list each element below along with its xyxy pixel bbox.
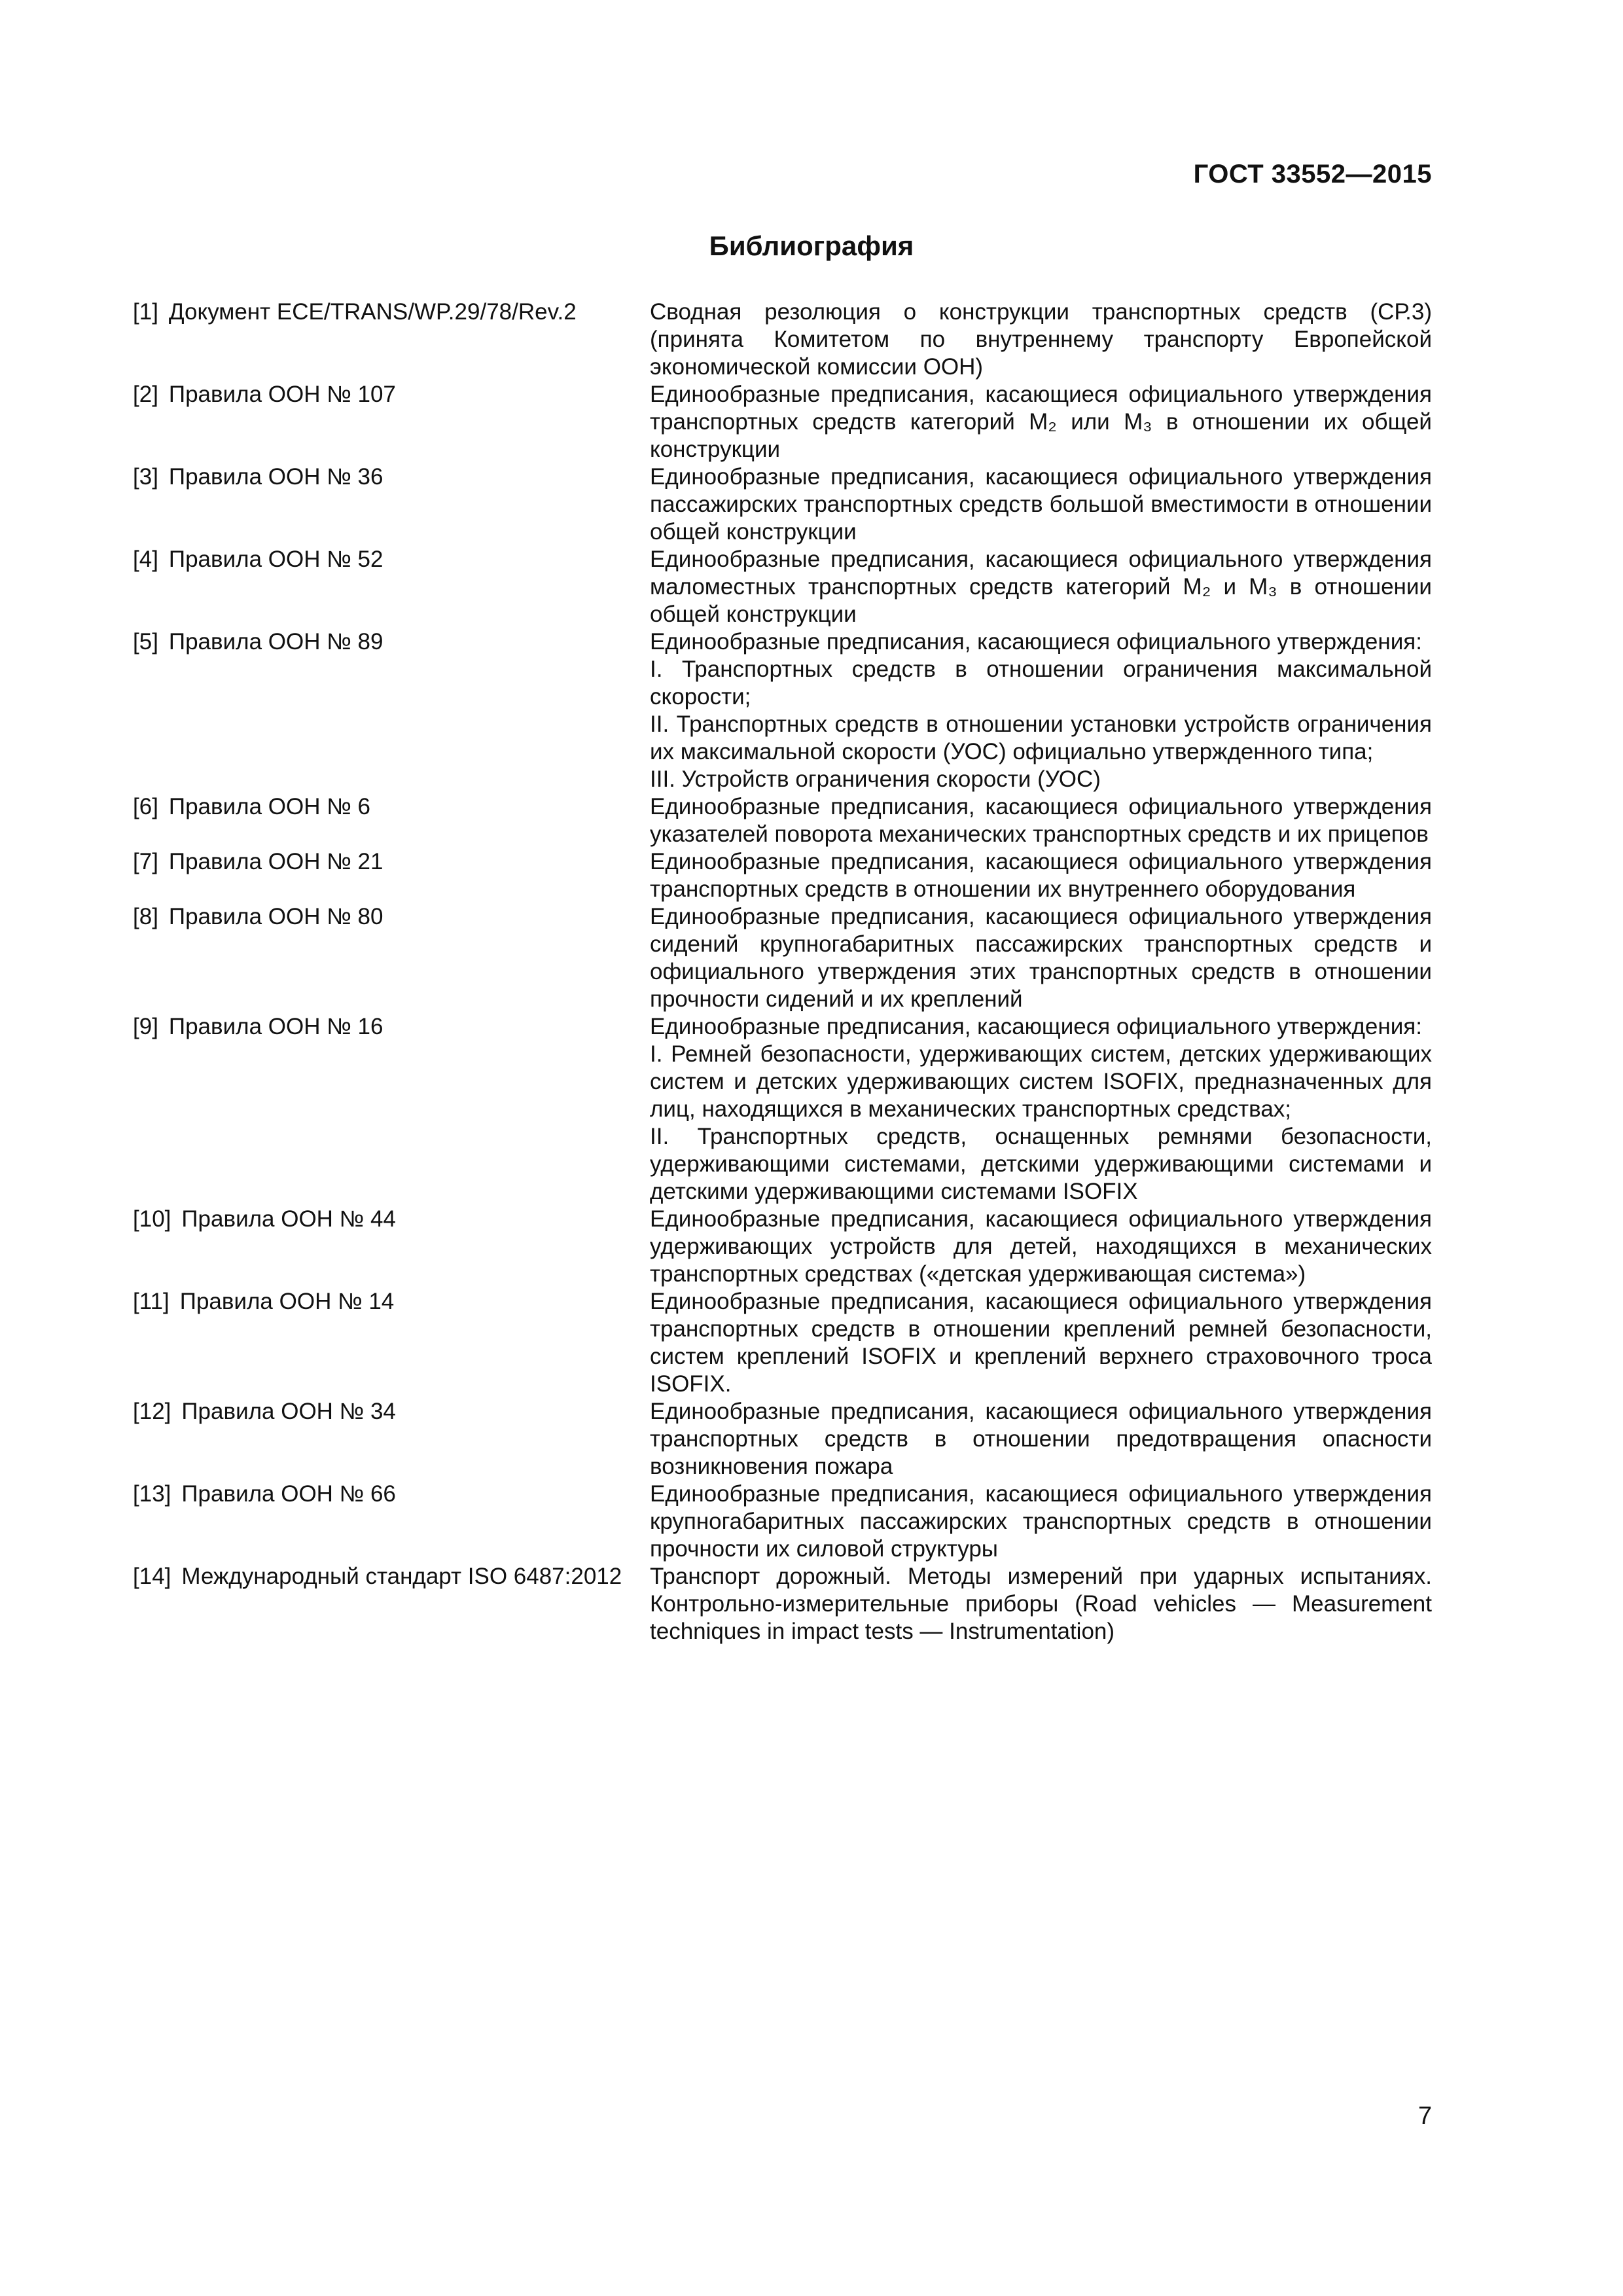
entry-description	[650, 903, 1432, 1013]
entry-reference-cell	[133, 1288, 650, 1398]
entry-number: [11]	[133, 1289, 169, 1314]
bibliography-entry	[133, 1480, 1432, 1563]
entry-number: [1]	[133, 299, 158, 325]
entry-reference: Правила ООН № 6	[168, 794, 370, 819]
bibliography-entry	[133, 463, 1432, 546]
entry-description-paragraph: I. Ремней безопасности, удерживающих систем, детских удерживающих систем и детских удерживающих систем ISOFIX, предназначенных для лиц, находящихся в механических транспортных средствах;	[650, 1041, 1432, 1122]
entry-description	[650, 1563, 1432, 1645]
entry-reference-cell	[133, 1398, 650, 1480]
entry-reference: Правила ООН № 89	[168, 629, 383, 655]
entry-description	[650, 1480, 1432, 1563]
entry-description	[650, 381, 1432, 463]
entry-reference-cell	[133, 1013, 650, 1206]
entry-description-paragraph: Транспорт дорожный. Методы измерений при ударных испытаниях. Контрольно-измерительные приборы (Road vehicles — Measurement techniques in impact tests — Instrumentation)	[650, 1564, 1432, 1644]
entry-number: [2]	[133, 382, 158, 407]
entry-description	[650, 546, 1432, 628]
bibliography-entry	[133, 298, 1432, 381]
bibliography-entry	[133, 546, 1432, 628]
entry-number: [10]	[133, 1206, 171, 1232]
entry-number: [3]	[133, 464, 158, 490]
entry-reference-cell	[133, 1480, 650, 1563]
entry-reference: Международный стандарт ISO 6487:2012	[181, 1564, 622, 1589]
entry-description-paragraph: Единообразные предписания, касающиеся официального утверждения транспортных средств в отношении креплений ремней безопасности, систем креплений ISOFIX и креплений верхнего страховочного троса ISOFIX.	[650, 1289, 1432, 1397]
entry-description-paragraph: Единообразные предписания, касающиеся официального утверждения указателей поворота механических транспортных средств и их прицепов	[650, 794, 1432, 847]
entry-number: [6]	[133, 794, 158, 819]
entry-reference: Правила ООН № 34	[181, 1399, 396, 1424]
entry-reference: Правила ООН № 21	[168, 849, 383, 874]
bibliography-entry	[133, 1398, 1432, 1480]
entry-number: [8]	[133, 904, 158, 929]
bibliography-entry	[133, 793, 1432, 848]
bibliography-list	[133, 298, 1432, 1645]
entry-number: [7]	[133, 849, 158, 874]
entry-reference-cell	[133, 463, 650, 546]
bibliography-entry	[133, 628, 1432, 793]
entry-description	[650, 1206, 1432, 1288]
entry-description	[650, 628, 1432, 793]
bibliography-entry	[133, 903, 1432, 1013]
entry-reference: Правила ООН № 66	[181, 1481, 396, 1507]
entry-reference: Правила ООН № 14	[179, 1289, 395, 1314]
entry-description-paragraph: II. Транспортных средств, оснащенных ремнями безопасности, удерживающими системами, детскими удерживающими системами и детскими удерживающими системами ISOFIX	[650, 1124, 1432, 1204]
entry-description-paragraph: III. Устройств ограничения скорости (УОС)	[650, 766, 1101, 792]
entry-description-paragraph: Единообразные предписания, касающиеся официального утверждения удерживающих устройств для детей, находящихся в механических транспортных средствах («детская удерживающая система»)	[650, 1206, 1432, 1287]
entry-reference-cell	[133, 903, 650, 1013]
entry-description	[650, 1288, 1432, 1398]
entry-number: [9]	[133, 1014, 158, 1039]
page-title: Библиография	[709, 230, 914, 261]
entry-reference: Правила ООН № 36	[168, 464, 383, 490]
entry-reference: Правила ООН № 44	[181, 1206, 396, 1232]
entry-reference-cell	[133, 793, 650, 848]
entry-reference: Правила ООН № 107	[168, 382, 396, 407]
bibliography-entry	[133, 1563, 1432, 1645]
entry-description-paragraph: Сводная резолюция о конструкции транспортных средств (СР.3) (принята Комитетом по внутреннему транспорту Европейской экономической комиссии ООН)	[650, 299, 1432, 380]
entry-description-paragraph: Единообразные предписания, касающиеся официального утверждения:	[650, 1014, 1422, 1039]
entry-reference: Документ ECE/TRANS/WP.29/78/Rev.2	[168, 299, 577, 325]
entry-description-paragraph: Единообразные предписания, касающиеся официального утверждения маломестных транспортных средств категорий M₂ и M₃ в отношении общей конструкции	[650, 547, 1432, 627]
entry-number: [4]	[133, 547, 158, 572]
entry-number: [12]	[133, 1399, 171, 1424]
entry-description	[650, 848, 1432, 903]
entry-reference-cell	[133, 1206, 650, 1288]
bibliography-entry	[133, 381, 1432, 463]
entry-description	[650, 793, 1432, 848]
entry-description	[650, 1013, 1432, 1206]
entry-number: [13]	[133, 1481, 171, 1507]
entry-reference-cell	[133, 381, 650, 463]
entry-description-paragraph: Единообразные предписания, касающиеся официального утверждения сидений крупногабаритных пассажирских транспортных средств и официального утверждения этих транспортных средств в отношении прочности сидений и их креплений	[650, 904, 1432, 1012]
bibliography-entry	[133, 848, 1432, 903]
entry-reference-cell	[133, 298, 650, 381]
entry-reference-cell	[133, 628, 650, 793]
page-number: 7	[1418, 2102, 1432, 2130]
entry-description-paragraph: Единообразные предписания, касающиеся официального утверждения транспортных средств категорий M₂ или M₃ в отношении их общей конструкции	[650, 382, 1432, 462]
entry-reference-cell	[133, 1563, 650, 1645]
entry-description	[650, 463, 1432, 546]
entry-description	[650, 298, 1432, 381]
entry-reference: Правила ООН № 80	[168, 904, 383, 929]
bibliography-entry	[133, 1206, 1432, 1288]
entry-description-paragraph: Единообразные предписания, касающиеся официального утверждения транспортных средств в отношении их внутреннего оборудования	[650, 849, 1432, 902]
bibliography-entry	[133, 1288, 1432, 1398]
entry-number: [5]	[133, 629, 158, 655]
entry-description-paragraph: II. Транспортных средств в отношении установки устройств ограничения их максимальной скорости (УОС) официально утвержденного типа;	[650, 711, 1432, 764]
entry-reference: Правила ООН № 52	[168, 547, 383, 572]
entry-reference: Правила ООН № 16	[168, 1014, 383, 1039]
entry-description-paragraph: Единообразные предписания, касающиеся официального утверждения транспортных средств в отношении предотвращения опасности возникновения пожара	[650, 1399, 1432, 1479]
document-code: ГОСТ 33552—2015	[1193, 160, 1432, 188]
entry-reference-cell	[133, 546, 650, 628]
entry-description-paragraph: Единообразные предписания, касающиеся официального утверждения:	[650, 629, 1422, 655]
entry-description-paragraph: I. Транспортных средств в отношении ограничения максимальной скорости;	[650, 656, 1432, 709]
entry-reference-cell	[133, 848, 650, 903]
entry-description-paragraph: Единообразные предписания, касающиеся официального утверждения крупногабаритных пассажирских транспортных средств в отношении прочности их силовой структуры	[650, 1481, 1432, 1562]
entry-number: [14]	[133, 1564, 171, 1589]
entry-description-paragraph: Единообразные предписания, касающиеся официального утверждения пассажирских транспортных средств большой вместимости в отношении общей конструкции	[650, 464, 1432, 545]
bibliography-entry	[133, 1013, 1432, 1206]
entry-description	[650, 1398, 1432, 1480]
